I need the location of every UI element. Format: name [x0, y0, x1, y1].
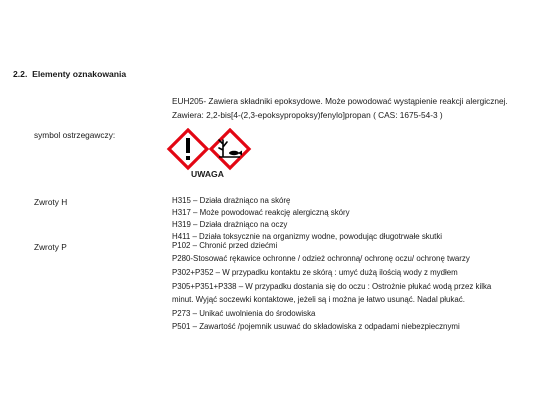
p-statement: P280-Stosować rękawice ochronne / odzież ochronną/ ochronę oczu/ ochronę twarzy	[172, 254, 470, 263]
h-statement: H319 – Działa drażniąco na oczy	[172, 220, 288, 229]
pictogram-svg	[164, 128, 254, 172]
p-statement: P501 – Zawartość /pojemnik usuwać do składowiska z odpadami niebezpiecznymi	[172, 322, 460, 331]
signal-word: UWAGA	[191, 169, 224, 179]
exclamation-mark-icon	[169, 130, 207, 168]
h-statement: H411 – Działa toksycznie na organizmy wodne, powodując długotrwałe skutki	[172, 232, 443, 241]
section-number: 2.2.	[13, 69, 28, 79]
p-statement: P305+P351+P338 – W przypadku dostania się do oczu : Ostrożnie płukać wodą przez kilka	[172, 282, 492, 291]
contains-statement: Zawiera: 2,2-bis[4-(2,3-epoksypropoksy)fenylo]propan ( CAS: 1675-54-3 )	[172, 110, 443, 120]
section-heading	[13, 69, 126, 79]
p-statement: P102 – Chronić przed dziećmi	[172, 241, 278, 250]
p-statement: P273 – Unikać uwolnienia do środowiska	[172, 309, 316, 318]
symbol-label: symbol ostrzegawczy:	[34, 130, 116, 140]
p-statement: P302+P352 – W przypadku kontaktu ze skórą : umyć dużą ilością wody z mydłem	[172, 268, 458, 277]
p-label: Zwroty P	[34, 242, 67, 252]
section-title: Elementy oznakowania	[32, 69, 127, 79]
h-label: Zwroty H	[34, 197, 68, 207]
environment-hazard-icon	[211, 130, 249, 168]
p-statement: minut. Wyjąć soczewki kontaktowe, jeżeli są i można je łatwo usunąć. Nadal płukać.	[172, 295, 465, 304]
h-statement: H317 – Może powodować reakcję alergiczną skóry	[172, 208, 350, 217]
hazard-pictograms	[164, 128, 254, 172]
h-statement: H315 – Działa drażniąco na skórę	[172, 196, 291, 205]
euh-statement: EUH205- Zawiera składniki epoksydowe. Może powodować wystąpienie reakcji alergicznej.	[172, 96, 508, 106]
